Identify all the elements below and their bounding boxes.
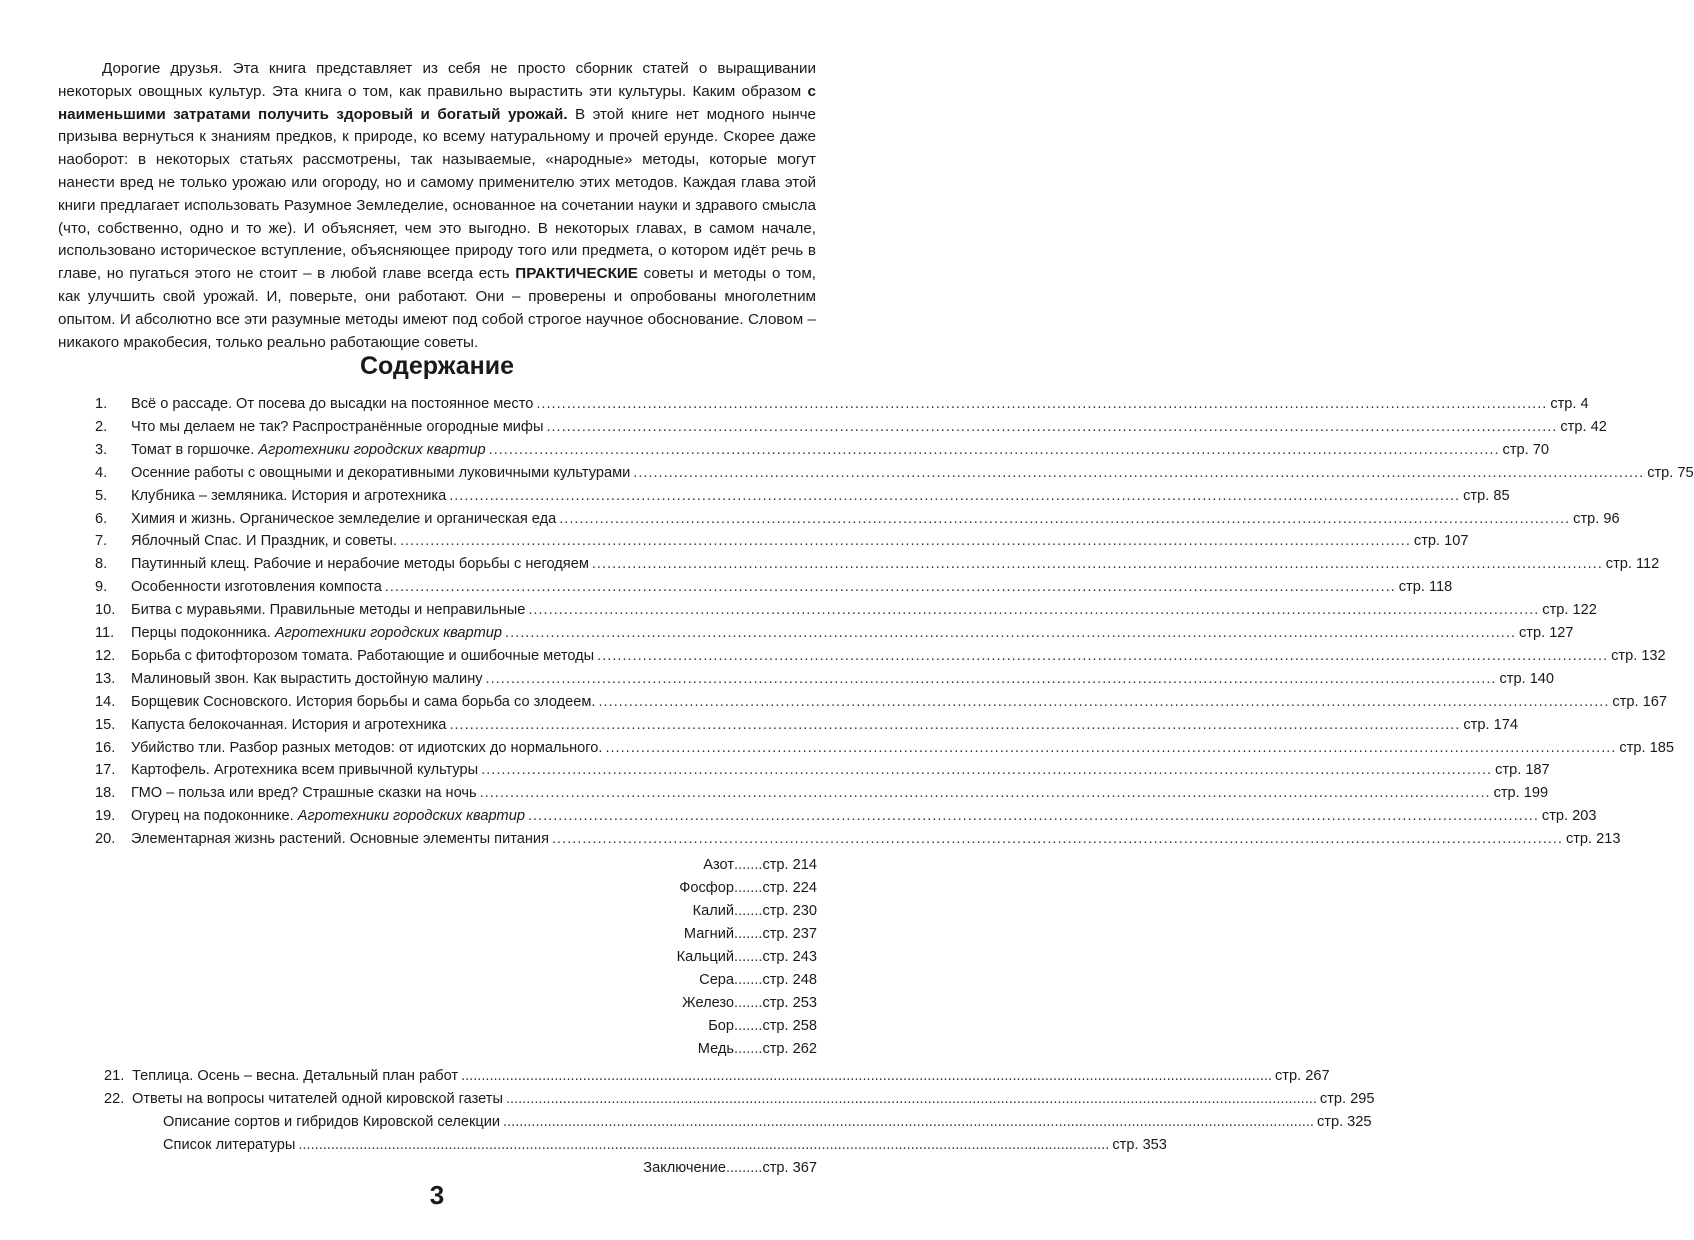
toc-entry-title [131,419,543,435]
intro-text-2: В этой книге нет модного нынче призыва вернуться к знаниям предков, к природе, ко всему натуральному и прочей ерунде. Скорее даже наоборот: в некоторых статьях рассмотрены, так называемые, «народные» методы, которые могут нанести вред не только урожаю или огороду, но и самому применителю этих методов. Каждая глава этой книги предлагает использовать Разумное Земледелие, основанное на сочетании науки и здравого смысла (что, собственно, одно и то же). И объясняет, чем это выгодно. В некоторых главах, в самом начале, использовано историческое вступление, объясняющее природу того или предмета, о котором идёт речь в главе, но пугаться этого не стоит – в любой главе всегда есть [58,105,816,283]
toc-entry-page: стр. 118 [1398,579,1453,596]
toc-entry [95,831,1621,853]
toc-entry [95,396,1589,418]
toc-entry [104,1091,1375,1113]
toc-subentry [500,926,817,948]
toc-leader-dots: ........................................................................................................................................................................................................ [605,739,1617,756]
toc-entry-title [131,488,446,504]
toc-leader-dots: ........................................................................................................................................................................................................ [399,533,1411,550]
toc-entry-number: 2. [95,418,108,435]
toc-entry-number: 9. [95,579,108,596]
toc-leader-dots: ....... [734,1041,763,1057]
toc-leader-dots: ........................................................................................................................................................................................................ [633,464,1645,481]
toc-subentry-label: Азот [703,857,735,873]
toc-entry-page: стр. 42 [1560,418,1607,435]
toc-subentry-label: Железо [682,995,735,1011]
toc-leader-dots: ........................................................................................................................................................................................................ [505,625,1516,641]
toc-leader-dots: ....... [734,880,763,896]
toc-entry-title: Описание сортов и гибридов Кировской селекции [163,1114,501,1130]
toc-leader-dots: ........................................................................................................................................................................................................ [505,1091,1317,1107]
toc-entry-number: 22. [104,1091,125,1107]
toc-subentry-page: стр. 237 [762,926,817,942]
toc-entry-title [131,533,397,549]
toc-entry-title-text: Особенности изготовления компоста [131,579,382,596]
toc-subentry [500,880,817,902]
toc-subentry-label: Магний [683,926,735,942]
toc-entry-title-text: Малиновый звон. Как вырастить достойную малину [131,670,483,687]
toc-entry-title-text: Осенние работы с овощными и декоративными луковичными культурами [131,464,631,481]
toc-entry-title-text: Паутинный клещ. Рабочие и нерабочие методы борьбы с негодяем [131,556,589,573]
toc-subentry [500,1018,817,1040]
toc-entry [163,1137,1167,1159]
toc-leader-dots: ........................................................................................................................................................................................................ [485,670,1497,687]
toc-entry-page: стр. 185 [1619,739,1674,756]
toc-leader-dots: ........................................................................................................................................................................................................ [528,602,1540,619]
toc-leader-dots: ....... [734,972,763,988]
toc-entry [95,785,1549,807]
toc-entry [95,510,1620,533]
toc-subentry-page: стр. 253 [762,995,817,1011]
toc-entry [163,1114,1372,1136]
toc-entry-number: 21. [104,1068,125,1084]
toc-entry-title-italic: Агротехники городских квартир [274,625,503,641]
toc-entry [95,762,1550,784]
toc-subentry-page: стр. 230 [762,903,817,919]
toc-entry [95,487,1510,510]
toc-entry-title-text: Картофель. Агротехника всем привычной культуры [131,762,479,779]
toc-entry-page: стр. 112 [1605,556,1660,573]
toc-entry-page: стр. 122 [1542,602,1597,619]
toc-entry-title [131,740,602,756]
toc-subentry [500,949,817,971]
toc-entry [95,693,1667,716]
toc-entry [95,533,1469,555]
toc-leader-dots: ........................................................................................................................................................................................................ [598,693,1610,710]
toc-entry-title [131,465,630,481]
toc-entry-number: 5. [95,487,108,504]
toc-entry-title [131,694,595,710]
toc-entry-title [131,648,594,664]
toc-entry-number: 8. [95,556,108,573]
toc-entry [95,739,1674,762]
toc-conclusion-page: стр. 367 [762,1160,817,1176]
toc-entry-title [131,762,478,778]
toc-entry-number: 18. [95,785,116,802]
toc-entry-number: 3. [95,441,108,458]
intro-text-3: советы и методы о том, как улучшить свой урожай. И, поверьте, они работают. Они – проверены и опробованы многолетним опытом. И абсолютно все эти разумные методы имеют под собой строгое научное обоснование. Словом – никакого мракобесия, только реально работающие советы. [58,265,816,351]
toc-entry-page: стр. 96 [1573,510,1620,527]
toc-entry-title-text: Капуста белокочанная. История и агротехника [131,716,447,733]
toc-entry-page: стр. 127 [1518,625,1574,641]
toc-subentry-page: стр. 248 [762,972,817,988]
toc-leader-dots: ........................................................................................................................................................................................................ [552,831,1563,848]
toc-entry-page: стр. 353 [1112,1137,1167,1153]
toc-leader-dots: ........................................................................................................................................................................................................ [536,396,1548,412]
toc-entry [95,625,1574,647]
toc-conclusion [500,1160,817,1182]
toc-leader-dots: ........................................................................................................................................................................................................ [481,762,1493,779]
toc-entry-title [131,625,502,641]
toc-entry [104,1068,1330,1090]
toc-entry-number: 15. [95,716,116,733]
toc-entry-title [131,808,525,824]
toc-subentry [500,1041,817,1063]
toc-entry-page: стр. 75 [1647,464,1694,481]
toc-entry-title [131,785,477,801]
toc-entry-number: 13. [95,670,116,687]
toc-leader-dots: ........................................................................................................................................................................................................ [503,1114,1314,1130]
toc-entry-page: стр. 4 [1550,396,1589,412]
toc-entry-title-text: ГМО – польза или вред? Страшные сказки на ночь [131,785,477,802]
toc-entry [95,579,1453,601]
toc-entry-page: стр. 140 [1499,670,1555,687]
toc-entry-title [131,717,446,733]
toc-entry [95,670,1555,693]
toc-entry-title-text: Всё о рассаде. От посева до высадки на постоянное место [131,396,534,412]
toc-entry-title: Теплица. Осень – весна. Детальный план работ [132,1068,459,1084]
page-number: 3 [429,1180,445,1210]
toc-leader-dots: ........................................................................................................................................................................................................ [488,441,1500,458]
toc-entry [95,556,1660,578]
toc-leader-dots: ........................................................................................................................................................................................................ [559,510,1571,527]
toc-entry-page: стр. 132 [1611,647,1666,664]
toc-subentry-page: стр. 243 [762,949,817,965]
toc-entry-title [131,602,525,618]
toc-entry-title-italic: Агротехники городских квартир [297,808,525,825]
toc-leader-dots: ........................................................................................................................................................................................................ [479,785,1491,802]
toc-entry [95,441,1549,464]
toc-subentry-label: Сера [699,972,735,988]
toc-entry-number: 1. [95,396,108,412]
toc-entry [95,808,1597,830]
toc-title: Содержание [359,352,515,380]
toc-entry-page: стр. 174 [1463,716,1518,733]
toc-subentry-label: Кальций [676,949,735,965]
toc-leader-dots: ....... [734,995,763,1011]
toc-entry-title: Список литературы [163,1137,296,1153]
toc-leader-dots: ......... [725,1160,763,1176]
toc-entry-title [131,579,382,595]
intro-bold-1: с наименьшими затратами получить здоровый и богатый урожай. [58,82,816,123]
toc-entry [95,418,1607,441]
toc-entry-page: стр. 70 [1502,441,1549,458]
toc-entry-page: стр. 199 [1493,785,1549,802]
toc-entry-page: стр. 167 [1612,693,1667,710]
toc-leader-dots: ....... [734,949,763,965]
toc-entry-title-text: Битва с муравьями. Правильные методы и неправильные [131,602,526,619]
toc-entry-title [131,442,486,458]
toc-entry-title-text: Перцы подоконника. [131,625,275,641]
toc-entry-number: 19. [95,808,116,825]
toc-leader-dots: ........................................................................................................................................................................................................ [461,1068,1272,1084]
toc-subentry-page: стр. 258 [762,1018,817,1034]
toc-entry-title [131,556,589,572]
toc-entry-title-text: Химия и жизнь. Органическое земледелие и органическая еда [131,510,557,527]
toc-entry-page: стр. 213 [1565,831,1621,848]
toc-subentry-page: стр. 214 [762,857,817,873]
toc-entry [95,464,1694,487]
toc-leader-dots: ........................................................................................................................................................................................................ [527,808,1539,825]
toc-entry-number: 20. [95,831,116,848]
toc-entry-title-text: Убийство тли. Разбор разных методов: от идиотских до нормального. [131,739,603,756]
toc-entry [95,602,1597,624]
toc-entry-number: 14. [95,693,116,710]
toc-subentry [500,903,817,925]
toc-entry-title [131,671,483,687]
toc-entry-title-italic: Агротехники городских квартир [258,441,486,458]
toc-subentry-label: Калий [692,903,735,919]
toc-entry-title [131,396,533,412]
toc-conclusion-label: Заключение [643,1160,726,1176]
toc-leader-dots: ....... [734,857,763,873]
toc-leader-dots: ........................................................................................................................................................................................................ [546,418,1558,435]
intro-bold-2: ПРАКТИЧЕСКИЕ [515,265,638,283]
toc-entry-page: стр. 187 [1495,762,1550,779]
toc-entry-page: стр. 85 [1463,487,1510,504]
toc-leader-dots: ....... [734,903,763,919]
intro-paragraph [58,58,816,354]
toc-entry-title-text: Что мы делаем не так? Распространённые огородные мифы [131,418,544,435]
toc-leader-dots: ........................................................................................................................................................................................................ [597,647,1609,664]
toc-entry-title-text: Огурец на подоконнике. [131,808,298,825]
toc-entry-title-text: Борщевик Сосновского. История борьбы и сама борьба со злодеем. [131,693,596,710]
toc-subentry-page: стр. 262 [762,1041,817,1057]
toc-leader-dots: ........................................................................................................................................................................................................ [449,487,1461,504]
toc-entry-page: стр. 107 [1413,533,1469,550]
toc-entry [95,647,1666,670]
toc-entry-page: стр. 295 [1319,1091,1375,1107]
toc-entry-title: Ответы на вопросы читателей одной кировской газеты [132,1091,503,1107]
intro-text-1: Дорогие друзья. Эта книга представляет из себя не просто сборник статей о выращивании некоторых овощных культур. Эта книга о том, как правильно вырастить эти культуры. Каким образом [58,60,816,100]
toc-entry-number: 4. [95,464,108,481]
toc-subentry [500,995,817,1017]
toc-entry-page: стр. 325 [1316,1114,1372,1130]
toc-leader-dots: ........................................................................................................................................................................................................ [449,716,1461,733]
toc-entry-number: 17. [95,762,116,779]
toc-entry-title-text: Борьба с фитофторозом томата. Работающие и ошибочные методы [131,647,595,664]
toc-entry-page: стр. 267 [1275,1068,1330,1084]
toc-leader-dots: ....... [734,926,763,942]
toc-subentry-label: Фосфор [679,880,735,896]
toc-entry-number: 7. [95,533,108,550]
toc-entry-page: стр. 203 [1541,808,1597,825]
toc-entry-number: 6. [95,510,108,527]
toc-entry-number: 11. [95,625,115,641]
toc-leader-dots: ........................................................................................................................................................................................................ [298,1137,1110,1153]
toc-entry-title-text: Томат в горшочке. [131,441,259,458]
toc-entry-title-text: Элементарная жизнь растений. Основные элементы питания [131,831,549,848]
toc-entry-title-text: Яблочный Спас. И Праздник, и советы. [131,533,397,550]
toc-subentry-label: Медь [697,1041,735,1057]
toc-entry-number: 10. [95,602,116,619]
toc-entry [95,716,1518,739]
toc-leader-dots: ....... [734,1018,763,1034]
toc-entry-number: 16. [95,739,116,756]
toc-subentry [500,972,817,994]
toc-leader-dots: ........................................................................................................................................................................................................ [384,579,1396,596]
toc-leader-dots: ........................................................................................................................................................................................................ [591,556,1603,573]
toc-entry-title [131,511,556,527]
toc-subentry-label: Бор [708,1018,735,1034]
toc-entry-title-text: Клубника – земляника. История и агротехника [131,487,447,504]
toc-entry-number: 12. [95,647,116,664]
toc-subentry-page: стр. 224 [762,880,817,896]
toc-entry-title [131,831,549,847]
toc-subentry [500,857,817,879]
